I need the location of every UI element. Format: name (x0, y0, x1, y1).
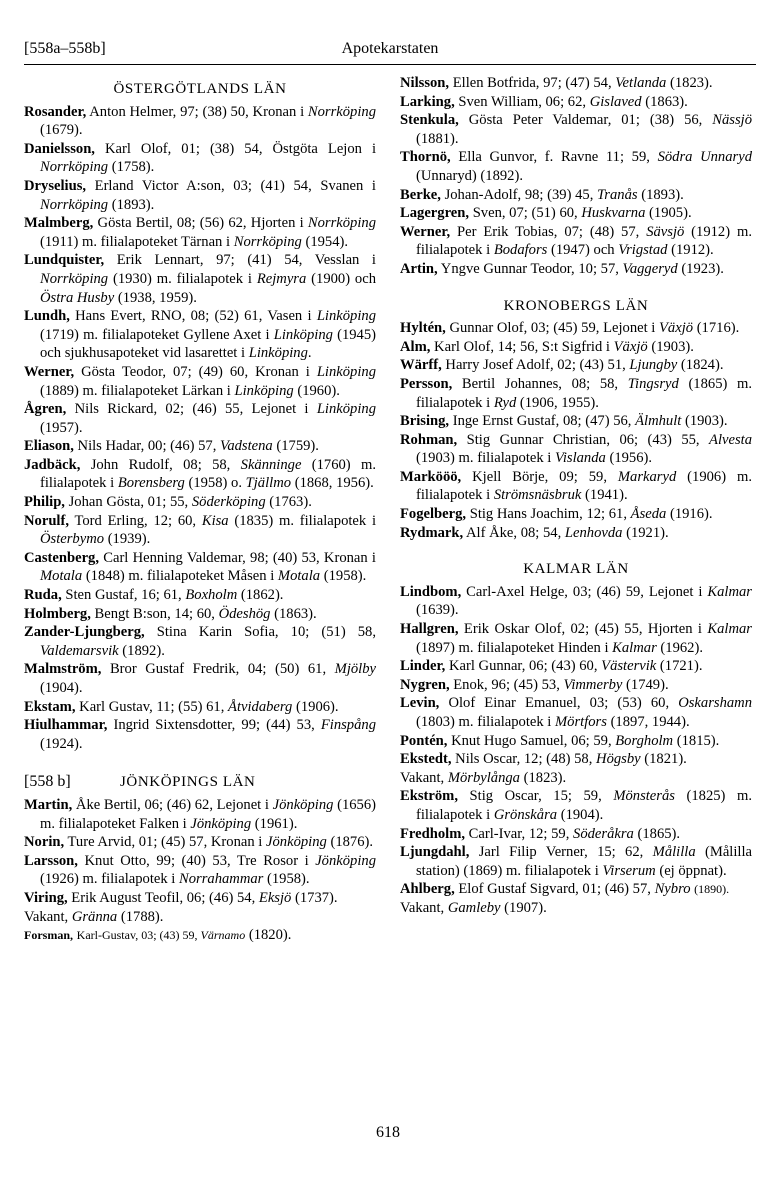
list-item: Nygren, Enok, 96; (45) 53, Vimmerby (1749). (400, 676, 669, 693)
list-item: Viring, Erik August Teofil, 06; (46) 54, Eksjö (1737). (24, 889, 338, 906)
list-item: Lindbom, Carl-Axel Helge, 03; (46) 59, Lejonet i Kalmar (1639). (400, 583, 752, 619)
list-item: Ågren, Nils Rickard, 02; (46) 55, Lejonet i Linköping (1957). (24, 401, 376, 436)
list-item: Philip, Johan Gösta, 01; 55, Söderköping (1763). (24, 494, 312, 511)
section-heading-ostergotland: ÖSTERGÖTLANDS LÄN (113, 81, 287, 97)
list-item: Rohman, Stig Gunnar Christian, 06; (43) 55, Alvesta (1903) m. filialapotek i Vislanda (1956). (400, 431, 752, 467)
list-item: Pontén, Knut Hugo Samuel, 06; 59, Borgholm (1815). (400, 732, 720, 749)
left-column (24, 74, 376, 945)
section-heading-kronoberg: KRONOBERGS LÄN (503, 297, 649, 314)
list-item: Stenkula, Gösta Peter Valdemar, 01; (38) 56, Nässjö (1881). (400, 112, 752, 147)
list-item: Nilsson, Ellen Botfrida, 97; (47) 54, Vetlanda (1823). (400, 75, 713, 91)
list-item: Persson, Bertil Johannes, 08; 58, Tingsryd (1865) m. filialapotek i Ryd (1906, 1955). (400, 375, 752, 411)
list-item: Wärff, Harry Josef Adolf, 02; (43) 51, Ljungby (1824). (400, 357, 724, 374)
list-item: Ekstedt, Nils Oscar, 12; (48) 58, Högsby (1821). (400, 751, 687, 768)
list-item: Vakant, Gamleby (1907). (400, 899, 547, 916)
list-item: Zander-Ljungberg, Stina Karin Sofia, 10; (51) 58, Valdemarsvik (1892). (24, 624, 376, 659)
list-item: Hallgren, Erik Oskar Olof, 02; (45) 55, Hjorten i Kalmar (1897) m. filialapoteket Hinden i Kalmar (1962). (400, 621, 752, 656)
running-title: Apotekarstaten (341, 40, 439, 57)
list-item: Brising, Inge Ernst Gustaf, 08; (47) 56, Älmhult (1903). (400, 413, 728, 430)
list-item: Martin, Åke Bertil, 06; (46) 62, Lejonet i Jönköping (1656) m. filialapoteket Falken i Jönköping (1961). (24, 796, 376, 832)
list-item: Berke, Johan-Adolf, 98; (39) 45, Tranås (1893). (400, 186, 684, 203)
list-item: Forsman, Karl-Gustav, 03; (43) 59, Värnamo (1820). (24, 927, 292, 944)
list-item: Norin, Ture Arvid, 01; (45) 57, Kronan i Jönköping (1876). (24, 834, 374, 851)
list-item: Larsson, Knut Otto, 99; (40) 53, Tre Rosor i Jönköping (1926) m. filialapotek i Norrahammar (1958). (24, 852, 376, 888)
list-item: Levin, Olof Einar Emanuel, 03; (53) 60, Oskarshamn (1803) m. filialapotek i Mörtfors (1897, 1944). (400, 695, 752, 730)
list-item: Vakant, Mörbylånga (1823). (400, 769, 567, 786)
list-item: Artin, Yngve Gunnar Teodor, 10; 57, Vaggeryd (1923). (400, 260, 724, 277)
list-item: Ljungdahl, Jarl Filip Verner, 15; 62, Målilla (Målilla station) (1869) m. filialapotek i Virserum (ej öppnat). (400, 844, 752, 879)
list-item: Holmberg, Bengt B:son, 14; 60, Ödeshög (1863). (24, 605, 317, 622)
list-item: Fogelberg, Stig Hans Joachim, 12; 61, Åseda (1916). (400, 506, 713, 523)
list-item: Malmström, Bror Gustaf Fredrik, 04; (50) 61, Mjölby (1904). (24, 661, 376, 696)
list-item: Malmberg, Gösta Bertil, 08; (56) 62, Hjorten i Norrköping (1911) m. filialapoteket Tärnan i Norrköping (1954). (24, 215, 376, 250)
list-item: Danielsson, Karl Olof, 01; (38) 54, Östgöta Lejon i Norrköping (1758). (24, 140, 376, 176)
list-item: Ruda, Sten Gustaf, 16; 61, Boxholm (1862). (24, 587, 284, 604)
section-title: JÖNKÖPINGS LÄN (120, 774, 256, 791)
page-header (24, 40, 756, 66)
section-page-ref: [558 b] (24, 773, 71, 791)
list-item: Werner, Per Erik Tobias, 07; (48) 57, Sävsjö (1912) m. filialapotek i Bodafors (1947) och Vrigstad (1912). (400, 223, 752, 259)
list-item: Vakant, Gränna (1788). (24, 908, 164, 925)
list-item: Lundh, Hans Evert, RNO, 08; (52) 61, Vasen i Linköping (1719) m. filialapoteket Gyllene Axet i Linköping (1945) och sjukhusapoteket vid lasarettet i Linköping. (24, 308, 376, 362)
list-item: Linder, Karl Gunnar, 06; (43) 60, Västervik (1721). (400, 658, 703, 675)
list-item: Larking, Sven William, 06; 62, Gislaved (1863). (400, 93, 688, 110)
list-item: Markööö, Kjell Börje, 09; 59, Markaryd (1906) m. filialapotek i Strömsnäsbruk (1941). (400, 468, 752, 504)
section-heading-jonkoping (24, 773, 376, 792)
list-item: Jadbäck, John Rudolf, 08; 58, Skänninge (1760) m. filialapotek i Borensberg (1958) o. Tjällmo (1868, 1956). (24, 456, 376, 492)
page-range: [558a–558b] (24, 40, 106, 57)
list-item: Hiulhammar, Ingrid Sixtensdotter, 99; (44) 53, Finspång (1924). (24, 717, 376, 752)
list-item: Ahlberg, Elof Gustaf Sigvard, 01; (46) 57, Nybro (1890). (400, 881, 730, 898)
list-item: Thornö, Ella Gunvor, f. Ravne 11; 59, Södra Unnaryd (Unnaryd) (1892). (400, 149, 752, 184)
section-heading-kalmar: KALMAR LÄN (523, 561, 629, 578)
list-item: Lundquister, Erik Lennart, 97; (41) 54, Vesslan i Norrköping (1930) m. filialapotek i Rejmyra (1900) och Östra Husby (1938, 1959). (24, 252, 376, 306)
list-item: Lagergren, Sven, 07; (51) 60, Huskvarna (1905). (400, 205, 692, 222)
list-item: Werner, Gösta Teodor, 07; (49) 60, Kronan i Linköping (1889) m. filialapoteket Lärkan i Linköping (1960). (24, 363, 376, 399)
right-column (400, 74, 752, 918)
list-item: Ekström, Stig Oscar, 15; 59, Mönsterås (1825) m. filialapotek i Grönskåra (1904). (400, 788, 752, 823)
header-rule (24, 64, 756, 65)
list-item: Rosander, Anton Helmer, 97; (38) 50, Kronan i Norrköping (1679). (24, 103, 376, 139)
page-number: 618 (376, 1124, 400, 1141)
list-item: Hyltén, Gunnar Olof, 03; (45) 59, Lejonet i Växjö (1716). (400, 320, 740, 337)
list-item: Ekstam, Karl Gustav, 11; (55) 61, Åtvidaberg (1906). (24, 698, 339, 715)
list-item: Fredholm, Carl-Ivar, 12; 59, Söderåkra (1865). (400, 825, 681, 842)
list-item: Castenberg, Carl Henning Valdemar, 98; (40) 53, Kronan i Motala (1848) m. filialapoteket Måsen i Motala (1958). (24, 549, 376, 585)
list-item: Alm, Karl Olof, 14; 56, S:t Sigfrid i Växjö (1903). (400, 338, 694, 355)
list-item: Norulf, Tord Erling, 12; 60, Kisa (1835) m. filialapotek i Österbymo (1939). (24, 512, 377, 548)
list-item: Eliason, Nils Hadar, 00; (46) 57, Vadstena (1759). (24, 438, 319, 455)
list-item: Dryselius, Erland Victor A:son, 03; (41) 54, Svanen i Norrköping (1893). (24, 177, 376, 213)
list-item: Rydmark, Alf Åke, 08; 54, Lenhovda (1921). (400, 524, 669, 541)
